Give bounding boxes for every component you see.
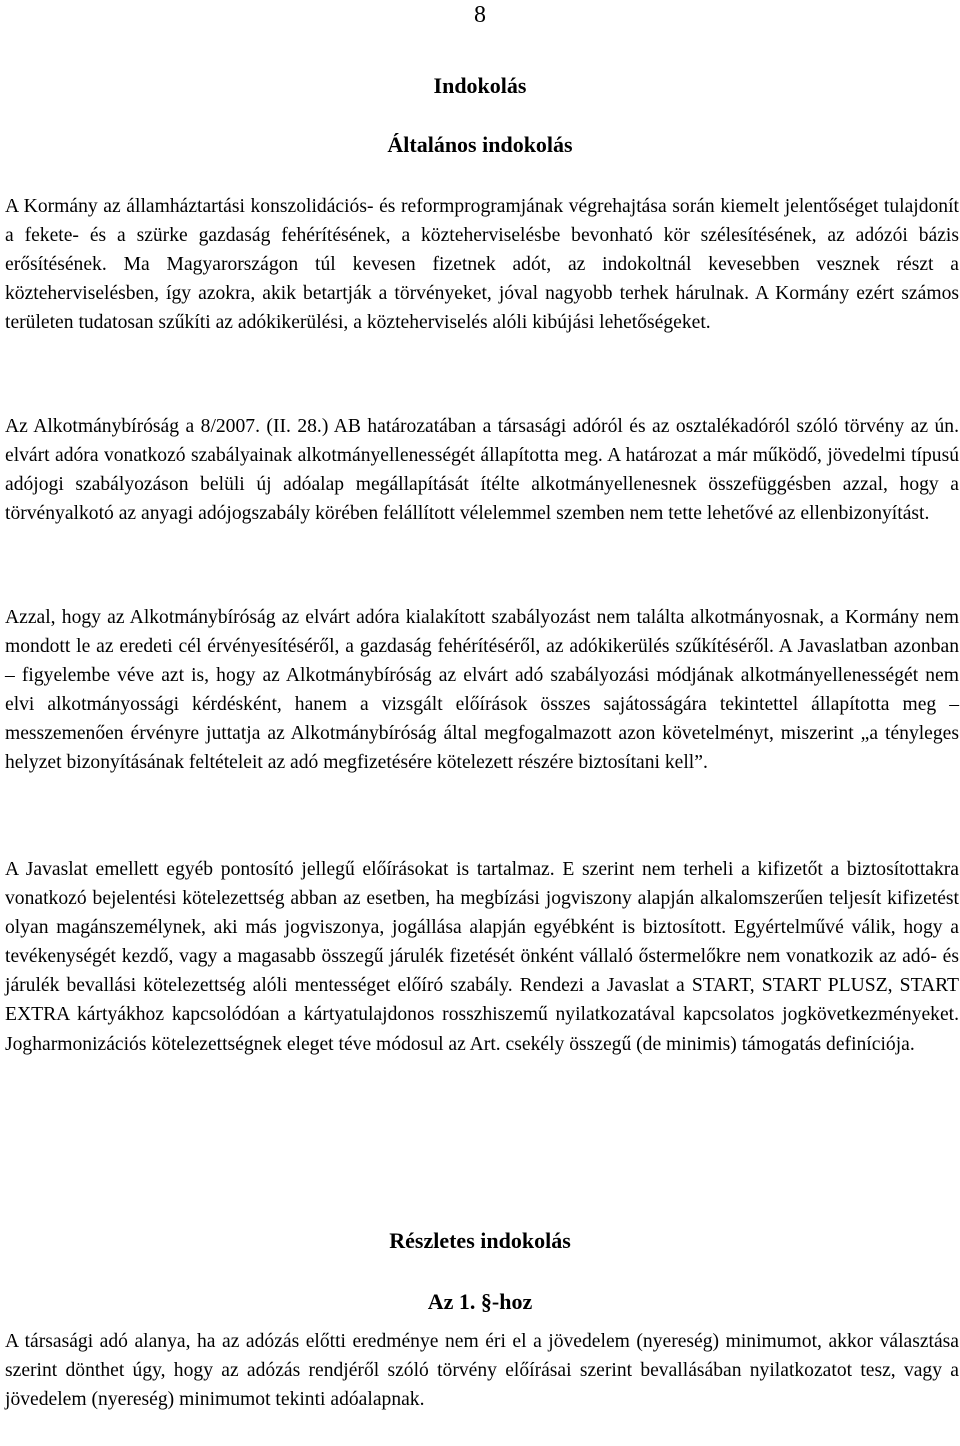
- general-paragraph-3: Azzal, hogy az Alkotmánybíróság az elvárt adóra kialakított szabályozást nem találta alkotmányosnak, a Kormány nem mondott le az eredeti cél érvényesítéséről, a gazdaság fehérítéséről, az adókikerülés szűkítéséről. A Javaslatban azonban – figyelembe véve azt is, hogy az Alkotmánybíróság az elvárt adó szabályozási módjának alkotmányellenességét nem elvi alkotmányossági kérdésként, hanem a vizsgált előírások összes sajátosságára tekintettel állapította meg – messzemenően érvényre juttatja az Alkotmánybíróság által megfogalmazott azon követelményt, miszerint „a tényleges helyzet bizonyításának feltételeit az adó megfizetésére kötelezett részére biztosítani kell”.: [5, 607, 959, 774]
- general-paragraph-2: Az Alkotmánybíróság a 8/2007. (II. 28.) AB határozatában a társasági adóról és az osztalékadóról szóló törvény az ún. elvárt adóra vonatkozó szabályainak alkotmányellenességét állapította meg. A határozat a már működő, jövedelmi típusú adójogi szabályozáson belüli új adóalap megállapítását ítélte alkotmányellenesnek összefüggésben azzal, hogy a törvényalkotó az anyagi adójogszabály körében felállított vélelemmel szemben nem tette lehetővé az ellenbizonyítást.: [5, 416, 959, 525]
- general-section-heading: Általános indokolás: [387, 132, 573, 157]
- section-1-paragraph: A társasági adó alanya, ha az adózás előtti eredménye nem éri el a jövedelem (nyereség) minimumot, akkor választása szerint dönthet úgy, hogy az adózás rendjéről szóló törvény előírásai szerint bevallásában nyilatkozatot tesz, vagy a jövedelem (nyereség) minimumot tekinti adóalapnak.: [5, 1331, 959, 1411]
- section-1-heading: Az 1. §-hoz: [427, 1289, 533, 1314]
- detailed-section-heading: Részletes indokolás: [389, 1228, 571, 1253]
- main-heading: Indokolás: [433, 73, 527, 98]
- general-paragraph-1: A Kormány az államháztartási konszolidációs- és reformprogramjának végrehajtása során kiemelt jelentőséget tulajdonít a fekete- és a szürke gazdaság fehérítésének, a közteherviselésbe bevonható kör szélesítésének, az adózói bázis erősítésének. Ma Magyarországon túl kevesen fizetnek adót, az indokoltnál kevesebben vesznek részt a közteherviselésben, így azokra, akik betartják a törvényeket, jóval nagyobb terhek hárulnak. A Kormány ezért számos területen tudatosan szűkíti az adókikerülési, a közteherviselés alóli kibújási lehetőségeket.: [5, 196, 959, 334]
- page-number: 8: [474, 2, 486, 28]
- general-paragraph-4: A Javaslat emellett egyéb pontosító jellegű előírásokat is tartalmaz. E szerint nem terheli a kifizetőt a biztosítottakra vonatkozó bejelentési kötelezettség abban az esetben, ha megbízási jogviszony alapján alkalomszerűen teljesít kifizetést olyan magánszemélynek, aki más jogviszonya, jogállása alapján egyébként is biztosított. Egyértelművé válik, hogy a tevékenységét kezdő, vagy a magasabb összegű járulék fizetését önként vállaló őstermelőkre nem vonatkozik az adó- és járulék bevallási kötelezettség alóli mentességet előíró szabály. Rendezi a Javaslat a START, START PLUSZ, START EXTRA kártyákhoz kapcsolódóan a kártyatulajdonos rosszhiszemű nyilatkozatával kapcsolatos jogkövetkezményeket. Jogharmonizációs kötelezettségnek eleget téve módosul az Art. csekély összegű (de minimis) támogatás definíciója.: [5, 859, 959, 1055]
